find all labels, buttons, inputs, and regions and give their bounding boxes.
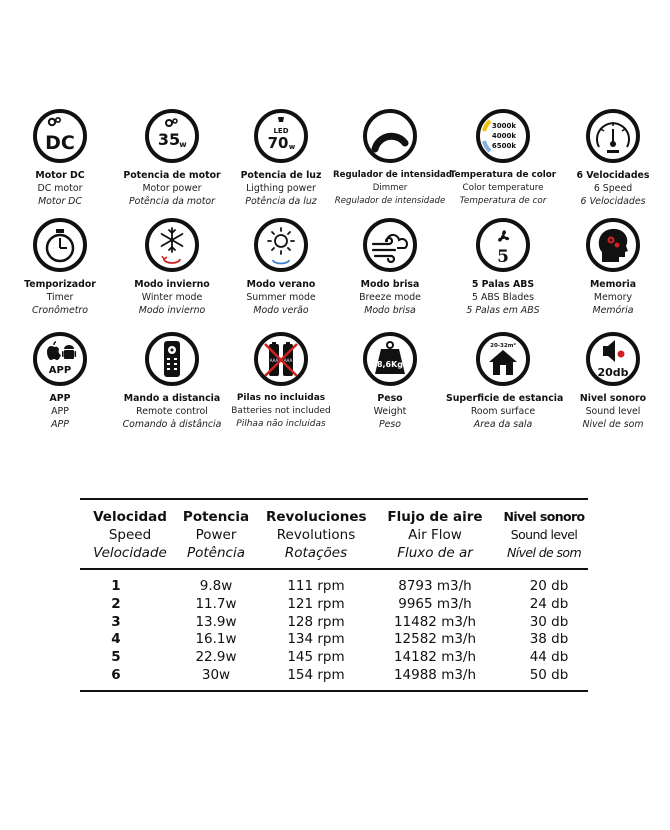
- dc-icon-text: DC: [45, 132, 75, 154]
- svg-text:w: w: [179, 140, 187, 149]
- feature-label-pt: Memória: [592, 305, 634, 317]
- feature-lighting-power: [224, 109, 338, 209]
- table-cell: 128 rpm: [287, 613, 345, 630]
- table-cell: 13.9w: [195, 613, 237, 630]
- feature-motor-power: [115, 109, 229, 209]
- feature-label-en: Color temperature: [462, 183, 544, 194]
- feature-label-es: 5 Palas ABS: [471, 279, 535, 290]
- feature-label-en: Winter mode: [141, 292, 203, 304]
- svg-text:8,6Kg: 8,6Kg: [376, 360, 404, 369]
- svg-text:6500k: 6500k: [491, 142, 517, 150]
- feature-label-en: Breeze mode: [359, 292, 421, 304]
- feature-label-pt: Pilhaa não incluidas: [236, 419, 326, 430]
- feature-label-es: Motor DC: [35, 170, 85, 181]
- table-cell: 11482 m3/h: [393, 613, 477, 630]
- table-cell: 38 db: [529, 631, 569, 648]
- features-row-1: [0, 109, 670, 229]
- feature-room-surface: [446, 332, 564, 432]
- svg-text:APP: APP: [48, 365, 72, 376]
- feature-label-en: 5 ABS Blades: [472, 292, 534, 304]
- feature-label-pt: Peso: [378, 419, 402, 431]
- feature-label-es: Peso: [377, 393, 403, 404]
- feature-label-en: Memory: [593, 292, 633, 304]
- header-sound-level: Nivel sonoro Sound level Nível de som: [503, 509, 585, 560]
- column-air-flow: [380, 578, 490, 685]
- svg-text:20db: 20db: [597, 366, 629, 379]
- table-cell: 5: [111, 649, 121, 666]
- feature-label-pt: APP: [51, 419, 69, 431]
- speedometer-icon: [586, 109, 640, 163]
- feature-label-es: 6 Velocidades: [576, 170, 650, 181]
- feature-label-en: Remote control: [136, 406, 208, 418]
- feature-label-pt: Modo invierno: [138, 305, 206, 317]
- feature-label-pt: Motor DC: [38, 196, 82, 208]
- table-cell: 9965 m3/h: [398, 595, 472, 612]
- table-cell: 2: [111, 595, 121, 612]
- table-cell: 12582 m3/h: [393, 631, 477, 648]
- timer-icon: [33, 218, 87, 272]
- svg-text:LED: LED: [273, 127, 289, 135]
- table-header-rule: [80, 568, 588, 570]
- column-power: [176, 578, 256, 685]
- feature-label-pt: 6 Velocidades: [580, 196, 646, 208]
- feature-memory: [556, 218, 670, 318]
- feature-label-pt: Nivel de som: [582, 419, 644, 431]
- feature-label-es: Mando a distancia: [123, 393, 221, 404]
- feature-label-es: Memoria: [589, 279, 637, 290]
- feature-weight: [333, 332, 447, 432]
- table-cell: 111 rpm: [287, 578, 345, 594]
- batteries-icon: [254, 332, 308, 386]
- svg-text:w: w: [288, 143, 296, 151]
- feature-label-en: Motor power: [142, 183, 202, 195]
- header-revolutions: Revoluciones Revolutions Rotações: [266, 509, 367, 561]
- table-cell: 30w: [201, 666, 231, 683]
- feature-app: [3, 332, 117, 432]
- feature-color-temperature: [446, 109, 560, 209]
- feature-label-en: Summer mode: [246, 292, 316, 304]
- table-cell: 20 db: [529, 578, 569, 594]
- room-surface-icon: [476, 332, 530, 386]
- feature-dimmer: [333, 109, 452, 209]
- feature-breeze-mode: [333, 218, 447, 318]
- feature-label-es: Potencia de motor: [123, 170, 221, 181]
- feature-label-es: Regulador de intensidad: [333, 170, 452, 180]
- feature-timer: [3, 218, 117, 318]
- column-sound-level: [510, 578, 588, 685]
- feature-label-en: Weight: [373, 406, 407, 418]
- table-cell: 22.9w: [195, 649, 237, 666]
- table-cell: 14182 m3/h: [393, 649, 477, 666]
- feature-label-es: Temporizador: [24, 279, 96, 290]
- table-cell: 6: [111, 666, 121, 683]
- feature-label-pt: 5 Palas em ABS: [466, 305, 540, 317]
- table-cell: 3: [111, 613, 121, 630]
- sun-icon: [254, 218, 308, 272]
- color-temperature-icon: [476, 109, 530, 163]
- motor-power-icon: [145, 109, 199, 163]
- feature-label-pt: Potência da luz: [245, 196, 317, 208]
- feature-remote-control: [115, 332, 229, 432]
- table-cell: 134 rpm: [287, 631, 345, 648]
- feature-label-es: Nivel sonoro: [579, 393, 647, 404]
- features-row-2: [0, 218, 670, 338]
- feature-label-pt: Modo verão: [253, 305, 309, 317]
- feature-label-pt: Temperatura de cor: [459, 196, 547, 207]
- feature-label-es: APP: [49, 393, 71, 404]
- feature-label-en: 6 Speed: [593, 183, 633, 195]
- remote-control-icon: [145, 332, 199, 386]
- snowflake-icon: [145, 218, 199, 272]
- feature-winter-mode: [115, 218, 229, 318]
- table-cell: 8793 m3/h: [398, 578, 472, 594]
- feature-label-es: Modo verano: [246, 279, 316, 290]
- features-row-3: [0, 332, 670, 452]
- column-revolutions: [266, 578, 366, 685]
- table-cell: 1: [111, 578, 121, 594]
- table-cell: 9.8w: [199, 578, 233, 594]
- feature-batteries: [224, 332, 338, 432]
- feature-fan-blades: [446, 218, 560, 318]
- feature-label-es: Superficie de estancia: [446, 393, 564, 404]
- table-cell: 50 db: [529, 666, 569, 683]
- header-power: Potencia Power Potência: [182, 509, 250, 561]
- svg-text:AAA: AAA: [269, 358, 279, 363]
- feature-sound-level: [556, 332, 670, 432]
- column-speed: [80, 578, 152, 685]
- table-cell: 121 rpm: [287, 595, 345, 612]
- feature-label-pt: Area da sala: [473, 419, 533, 431]
- table-cell: 145 rpm: [287, 649, 345, 666]
- feature-label-en: Batteries not included: [231, 406, 331, 417]
- feature-label-es: Potencia de luz: [240, 170, 322, 181]
- table-cell: 14988 m3/h: [393, 666, 477, 683]
- svg-text:3000k: 3000k: [491, 122, 517, 130]
- feature-label-en: DC motor: [37, 183, 83, 195]
- table-cell: 44 db: [529, 649, 569, 666]
- sound-level-icon: [586, 332, 640, 386]
- feature-label-pt: Potência da motor: [128, 196, 216, 208]
- fan-blades-icon: [476, 218, 530, 272]
- feature-label-es: Modo invierno: [134, 279, 210, 290]
- breeze-icon: [363, 218, 417, 272]
- dc-motor-icon: [33, 109, 87, 163]
- header-speed: Velocidad Speed Velocidade: [93, 509, 167, 561]
- table-cell: 16.1w: [195, 631, 237, 648]
- header-air-flow: Flujo de aire Air Flow Fluxo de ar: [387, 509, 483, 561]
- svg-text:35: 35: [157, 130, 181, 149]
- feature-speeds: [556, 109, 670, 209]
- weight-icon: [363, 332, 417, 386]
- feature-label-en: Ligthing power: [246, 183, 316, 195]
- feature-label-es: Modo brisa: [360, 279, 420, 290]
- feature-label-en: APP: [51, 406, 69, 418]
- svg-text:4000k: 4000k: [491, 132, 517, 140]
- table-cell: 24 db: [529, 595, 569, 612]
- feature-label-pt: Regulador de intensidade: [334, 196, 446, 207]
- svg-text:AAA: AAA: [283, 358, 293, 363]
- svg-text:70: 70: [267, 134, 289, 152]
- feature-label-pt: Modo brisa: [364, 305, 416, 317]
- feature-label-pt: Comando à distância: [122, 419, 222, 431]
- feature-label-en: Sound level: [585, 406, 641, 418]
- memory-icon: [586, 218, 640, 272]
- app-icon: [33, 332, 87, 386]
- dimmer-icon: [363, 109, 417, 163]
- feature-label-es: Temperatura de color: [449, 170, 557, 180]
- table-top-rule: [80, 498, 588, 500]
- svg-text:20-32m²: 20-32m²: [490, 343, 516, 349]
- table-cell: 154 rpm: [287, 666, 345, 683]
- feature-label-en: Dimmer: [372, 183, 408, 194]
- feature-summer-mode: [224, 218, 338, 318]
- svg-text:5: 5: [497, 247, 509, 267]
- led-power-icon: [254, 109, 308, 163]
- feature-label-pt: Cronômetro: [32, 305, 88, 317]
- feature-dc-motor: [3, 109, 117, 209]
- table-bottom-rule: [80, 690, 588, 692]
- table-cell: 11.7w: [195, 595, 237, 612]
- feature-label-en: Timer: [46, 292, 74, 304]
- table-cell: 30 db: [529, 613, 569, 630]
- feature-label-en: Room surface: [470, 406, 536, 418]
- table-cell: 4: [111, 631, 121, 648]
- feature-label-es: Pilas no incluidas: [236, 393, 326, 403]
